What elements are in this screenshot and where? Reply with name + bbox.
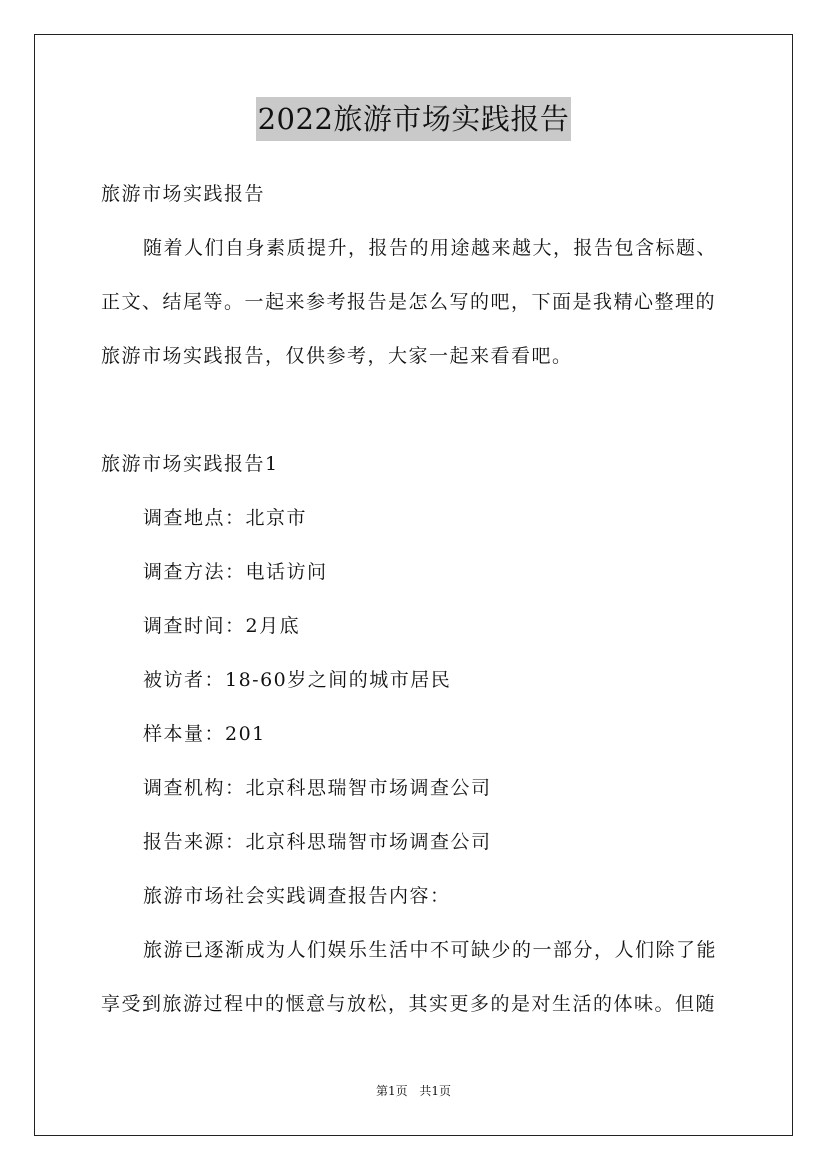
page-footer <box>0 1082 827 1100</box>
info-line-method: 调查方法：电话访问 <box>143 561 328 583</box>
page-number: 第1页 <box>375 1084 408 1098</box>
section-heading: 旅游市场实践报告1 <box>101 453 279 475</box>
title-container <box>0 97 827 141</box>
paragraph-line: 旅游已逐渐成为人们娱乐生活中不可缺少的一部分，人们除了能 <box>143 939 718 961</box>
info-line-content: 旅游市场社会实践调查报告内容： <box>143 885 451 907</box>
page-total: 共1页 <box>419 1084 452 1098</box>
info-line-source: 报告来源：北京科思瑞智市场调查公司 <box>143 831 492 853</box>
paragraph-line: 正文、结尾等。一起来参考报告是怎么写的吧，下面是我精心整理的 <box>101 291 717 313</box>
info-line-agency: 调查机构：北京科思瑞智市场调查公司 <box>143 777 492 799</box>
document-title: 2022旅游市场实践报告 <box>256 97 572 141</box>
paragraph-line: 旅游市场实践报告，仅供参考，大家一起来看看吧。 <box>101 345 573 367</box>
paragraph-line: 随着人们自身素质提升，报告的用途越来越大，报告包含标题、 <box>143 237 718 259</box>
info-line-respondents: 被访者：18-60岁之间的城市居民 <box>143 669 452 691</box>
paragraph-line: 享受到旅游过程中的惬意与放松，其实更多的是对生活的体味。但随 <box>101 993 717 1015</box>
info-line-location: 调查地点：北京市 <box>143 507 308 529</box>
info-line-time: 调查时间：2月底 <box>143 615 301 637</box>
section-heading: 旅游市场实践报告 <box>101 183 266 205</box>
info-line-sample: 样本量：201 <box>143 723 266 745</box>
